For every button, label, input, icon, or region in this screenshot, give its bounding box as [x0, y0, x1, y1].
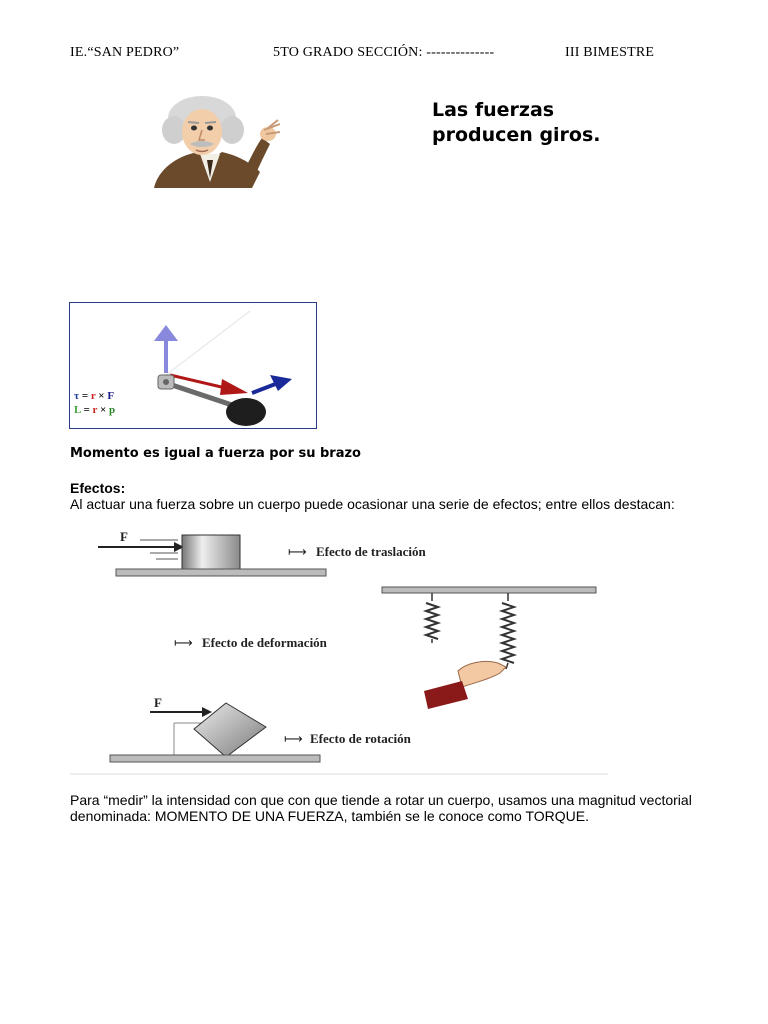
title-line-1: Las fuerzas	[432, 99, 555, 121]
p-symbol: p	[108, 404, 116, 416]
sliding-block	[182, 535, 240, 569]
spring-stretched	[502, 603, 514, 663]
torque-equation	[74, 389, 115, 403]
title-line-2: producen giros.	[432, 124, 601, 146]
translation-label: Efecto de traslación	[316, 544, 426, 559]
angular-momentum-equation	[74, 403, 115, 417]
period-label: III BIMESTRE	[565, 45, 655, 60]
effects-heading: Efectos:	[70, 480, 126, 496]
pulling-hand	[458, 661, 506, 687]
moment-statement: Momento es igual a fuerza por su brazo	[70, 446, 361, 461]
sleeve	[424, 681, 468, 709]
force-vector-arrow	[252, 383, 278, 393]
school-name: IE.“SAN PEDRO”	[70, 45, 180, 60]
force-label-rotation: F	[154, 695, 162, 710]
einstein-illustration	[148, 90, 283, 190]
vector-equations	[74, 389, 115, 417]
force-label-translation: F	[120, 529, 128, 544]
effects-figure	[70, 523, 608, 775]
torque-figure	[69, 302, 317, 429]
ground-surface	[110, 755, 320, 762]
arrow-deformation: ⟼	[174, 635, 193, 650]
cross-sign: ×	[97, 404, 109, 416]
ground-surface	[116, 569, 326, 576]
effects-diagram	[70, 523, 608, 775]
f-symbol: F	[107, 390, 115, 402]
arrow-translation: ⟼	[288, 544, 307, 559]
deformation-label: Efecto de deformación	[202, 635, 327, 650]
tau-symbol: τ	[74, 390, 80, 402]
torque-arrowhead	[154, 325, 178, 341]
conclusion-line-2: denominada: MOMENTO DE UNA FUERZA, también se le conoce como TORQUE.	[70, 808, 589, 824]
page-title	[432, 98, 601, 148]
grade-section: 5TO GRADO SECCIÓN: --------------	[273, 45, 495, 60]
ceiling-beam	[382, 587, 596, 593]
r-symbol: r	[90, 390, 96, 402]
effects-intro: Al actuar una fuerza sobre un cuerpo puede ocasionar una serie de efectos; entre ellos destacan:	[70, 496, 675, 512]
l-symbol: L	[74, 404, 81, 416]
equals-sign: =	[80, 404, 93, 416]
mass-ball	[226, 398, 266, 426]
equals-sign: =	[79, 390, 91, 402]
position-arrowhead	[220, 379, 248, 395]
rotation-label: Efecto de rotación	[310, 731, 411, 746]
arrow-rotation: ⟼	[284, 731, 303, 746]
spring-rest	[426, 603, 438, 639]
conclusion-line-1: Para “medir” la intensidad con que con que tiende a rotar un cuerpo, usamos una magnitud vectorial	[70, 792, 692, 808]
cross-sign: ×	[95, 390, 108, 402]
deformation-diagram	[382, 587, 596, 709]
r-symbol: r	[92, 404, 98, 416]
